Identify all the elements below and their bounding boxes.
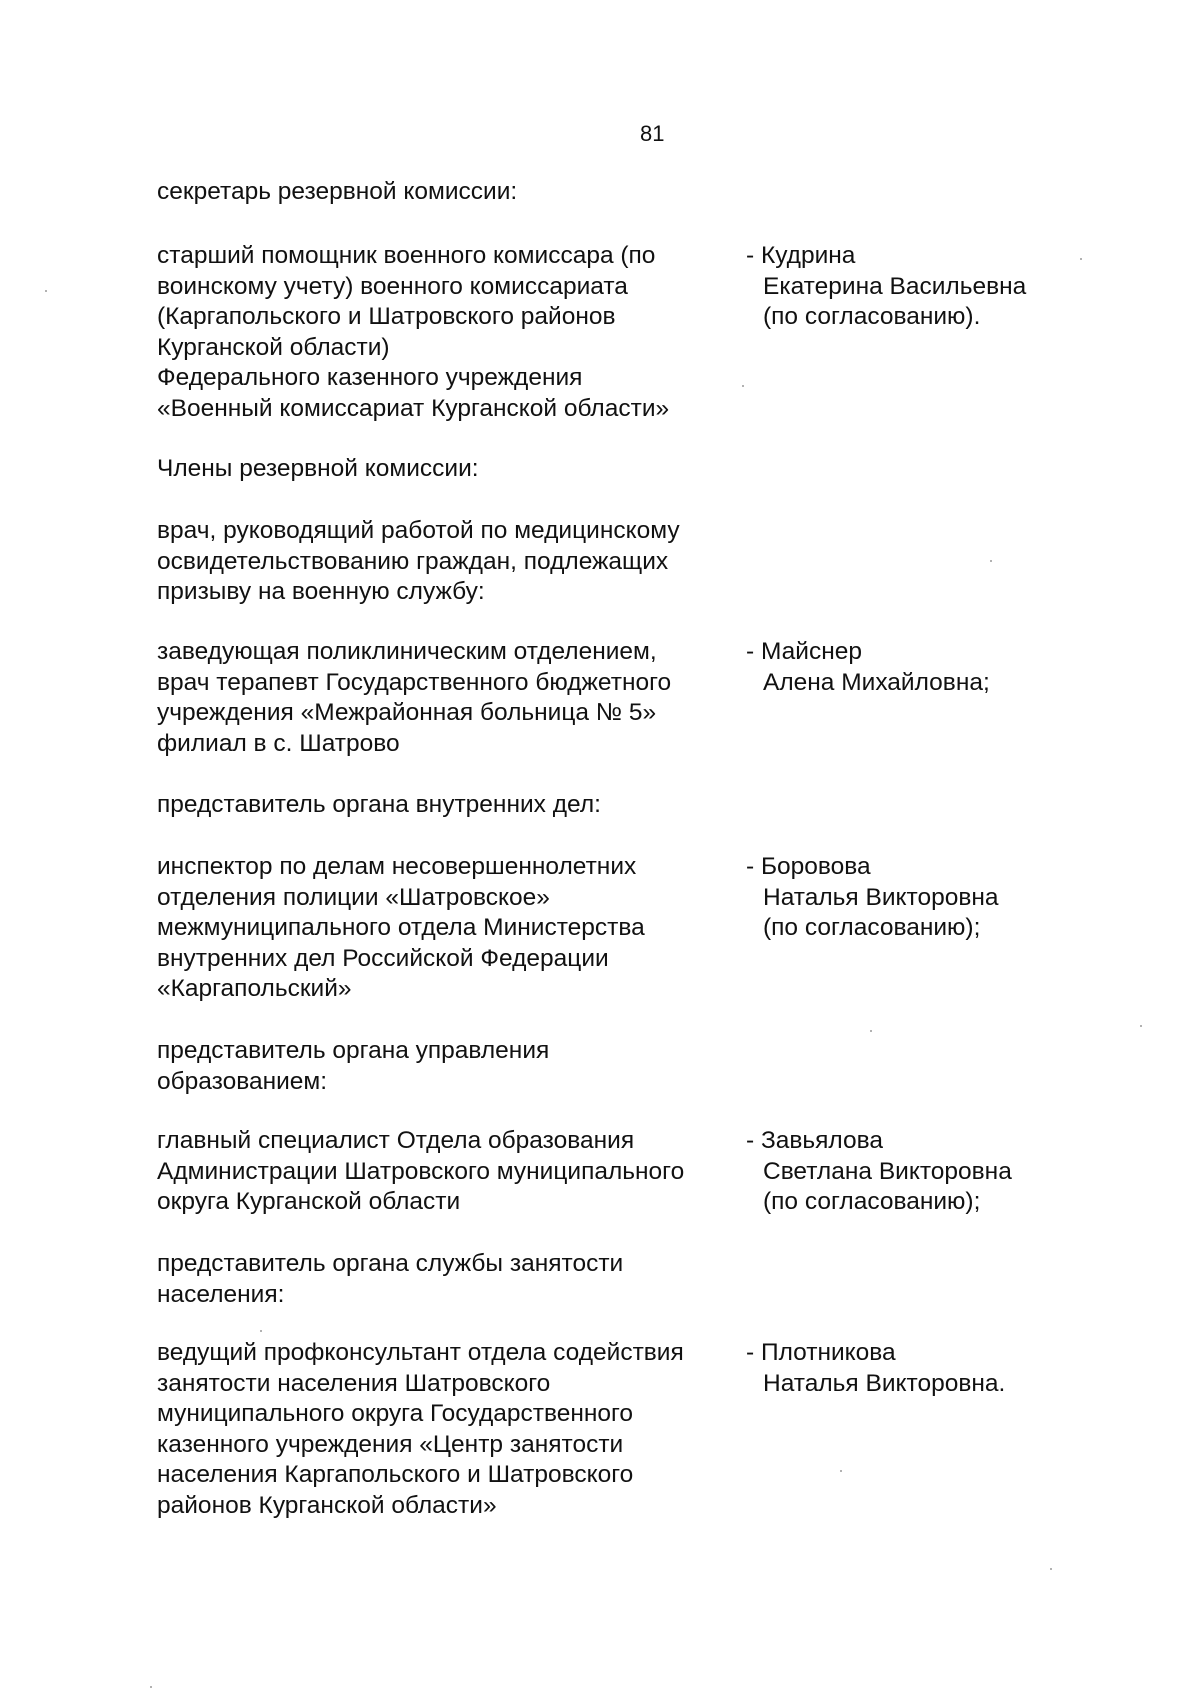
person-note: (по согласованию); <box>763 1188 981 1215</box>
page-number: 81 <box>640 121 665 146</box>
heading-line: призыву на военную службу: <box>157 578 485 605</box>
employment-person <box>746 1338 1066 1399</box>
heading-line: представитель органа службы занятости <box>157 1250 624 1277</box>
members-heading: Члены резервной комиссии: <box>157 455 479 482</box>
position-line: заведующая поликлиническим отделением, <box>157 638 657 665</box>
education-position <box>157 1126 727 1218</box>
position-line: Федерального казенного учреждения <box>157 364 583 391</box>
education-person <box>746 1126 1066 1218</box>
position-line: врач терапевт Государственного бюджетного <box>157 668 672 696</box>
scan-speck <box>1080 258 1082 260</box>
person-name: Алена Михайловна; <box>763 668 990 696</box>
position-line: населения Каргапольского и Шатровского <box>157 1461 634 1488</box>
scan-speck <box>990 560 992 562</box>
position-line: главный специалист Отдела образования <box>157 1127 635 1154</box>
police-person <box>746 852 1066 944</box>
position-line: занятости населения Шатровского <box>157 1369 551 1397</box>
position-line: казенного учреждения «Центр занятости <box>157 1430 624 1458</box>
secretary-heading: секретарь резервной комиссии: <box>157 178 518 205</box>
position-line: учреждения «Межрайонная больница № 5» <box>157 699 657 726</box>
police-position <box>157 852 727 1005</box>
position-line: филиал в с. Шатрово <box>157 729 400 757</box>
position-line: (Каргапольского и Шатровского районов <box>157 303 616 330</box>
secretary-position <box>157 241 727 424</box>
person-surname: - Кудрина <box>746 242 856 269</box>
scan-speck <box>742 385 744 387</box>
employment-position <box>157 1338 727 1521</box>
scan-speck <box>1050 1568 1052 1570</box>
position-line: внутренних дел Российской Федерации <box>157 944 609 972</box>
position-line: муниципального округа Государственного <box>157 1400 634 1427</box>
position-line: «Военный комиссариат Курганской области» <box>157 394 670 422</box>
person-surname: - Завьялова <box>746 1127 883 1154</box>
position-line: отделения полиции «Шатровское» <box>157 883 550 911</box>
position-line: воинскому учету) военного комиссариата <box>157 272 628 300</box>
doctor-heading <box>157 516 680 608</box>
person-name: Наталья Викторовна. <box>763 1369 1006 1397</box>
heading-line: освидетельствованию граждан, подлежащих <box>157 547 669 575</box>
secretary-person <box>746 241 1066 333</box>
person-surname: - Плотникова <box>746 1339 896 1366</box>
position-line: Курганской области) <box>157 333 390 361</box>
scan-speck <box>150 1686 152 1688</box>
person-name: Екатерина Васильевна <box>763 272 1027 300</box>
police-heading: представитель органа внутренних дел: <box>157 791 601 818</box>
doctor-position <box>157 637 727 759</box>
position-line: ведущий профконсультант отдела содействия <box>157 1339 684 1366</box>
position-line: старший помощник военного комиссара (по <box>157 242 656 269</box>
heading-line: врач, руководящий работой по медицинскому <box>157 517 680 544</box>
scan-speck <box>870 1030 872 1032</box>
heading-line: образованием: <box>157 1067 328 1095</box>
position-line: округа Курганской области <box>157 1188 461 1215</box>
person-surname: - Майснер <box>746 638 862 665</box>
person-note: (по согласованию). <box>763 303 981 330</box>
position-line: инспектор по делам несовершеннолетних <box>157 853 637 880</box>
person-name: Светлана Викторовна <box>763 1157 1012 1185</box>
position-line: районов Курганской области» <box>157 1491 497 1519</box>
scan-speck <box>260 1330 262 1332</box>
scan-speck <box>45 290 47 292</box>
education-heading <box>157 1036 549 1097</box>
scan-speck <box>840 1470 842 1472</box>
position-line: межмуниципального отдела Министерства <box>157 914 645 941</box>
position-line: Администрации Шатровского муниципального <box>157 1157 685 1185</box>
person-name: Наталья Викторовна <box>763 883 999 911</box>
doctor-person <box>746 637 1066 698</box>
position-line: «Каргапольский» <box>157 975 352 1002</box>
employment-heading <box>157 1249 623 1310</box>
heading-line: населения: <box>157 1280 285 1308</box>
person-surname: - Боровова <box>746 853 871 880</box>
heading-line: представитель органа управления <box>157 1037 550 1064</box>
scan-speck <box>1140 1025 1142 1027</box>
person-note: (по согласованию); <box>763 914 981 941</box>
